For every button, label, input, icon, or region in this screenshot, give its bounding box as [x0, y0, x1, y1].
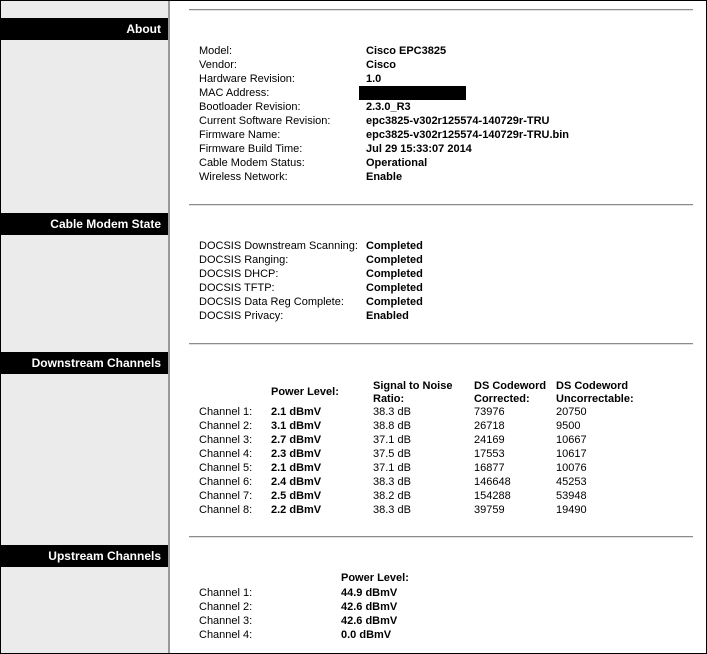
about-label: Firmware Build Time: [199, 143, 303, 155]
section-rule [189, 9, 693, 11]
about-label: Cable Modem Status: [199, 157, 305, 169]
about-value: Enable [366, 171, 403, 183]
channel-label: Channel 2: [199, 601, 253, 613]
power-level: 2.4 dBmV [271, 476, 322, 488]
corrected-value: 154288 [474, 490, 511, 502]
power-level: 3.1 dBmV [271, 420, 322, 432]
corrected-value: 26718 [474, 420, 505, 432]
power-level: 2.5 dBmV [271, 490, 322, 502]
about-value: Cisco EPC3825 [366, 45, 447, 57]
uncorrectable-value: 53948 [556, 490, 587, 502]
channel-label: Channel 8: [199, 504, 253, 516]
about-value: epc3825-v302r125574-140729r-TRU [366, 115, 550, 127]
channel-label: Channel 6: [199, 476, 253, 488]
snr-value: 38.3 dB [373, 476, 411, 488]
about-value: 1.0 [366, 73, 382, 85]
power-level: 2.3 dBmV [271, 448, 322, 460]
section-tab-downstream: Downstream Channels [0, 352, 168, 374]
section-rule [189, 204, 693, 206]
corrected-value: 24169 [474, 434, 505, 446]
uncorrectable-value: 10667 [556, 434, 587, 446]
channel-label: Channel 7: [199, 490, 253, 502]
about-value: 2.3.0_R3 [366, 101, 411, 113]
about-label: Bootloader Revision: [199, 101, 301, 113]
power-level: 2.1 dBmV [271, 406, 322, 418]
downstream-header-uncorrectable: Uncorrectable: [556, 393, 634, 405]
section-tab-upstream: Upstream Channels [0, 545, 168, 567]
state-value: Completed [366, 254, 423, 266]
power-level: 2.2 dBmV [271, 504, 322, 516]
downstream-header-power: Power Level: [271, 386, 339, 398]
channel-label: Channel 3: [199, 615, 253, 627]
about-label: Model: [199, 45, 233, 57]
state-label: DOCSIS TFTP: [199, 282, 275, 294]
section-rule [189, 536, 693, 538]
uncorrectable-value: 45253 [556, 476, 587, 488]
about-label: Hardware Revision: [199, 73, 295, 85]
state-value: Enabled [366, 310, 409, 322]
corrected-value: 16877 [474, 462, 505, 474]
about-label: Wireless Network: [199, 171, 288, 183]
snr-value: 37.5 dB [373, 448, 411, 460]
channel-label: Channel 1: [199, 587, 253, 599]
channel-label: Channel 1: [199, 406, 253, 418]
snr-value: 38.8 dB [373, 420, 411, 432]
upstream-header-power: Power Level: [341, 572, 409, 584]
corrected-value: 146648 [474, 476, 511, 488]
power-level: 44.9 dBmV [341, 587, 398, 599]
corrected-value: 73976 [474, 406, 505, 418]
downstream-header-snr: Ratio: [373, 393, 405, 405]
about-value: epc3825-v302r125574-140729r-TRU.bin [366, 129, 570, 141]
channel-label: Channel 4: [199, 629, 253, 641]
uncorrectable-value: 10076 [556, 462, 587, 474]
about-value: Operational [366, 157, 428, 169]
downstream-header-uncorrectable: DS Codeword [556, 380, 629, 392]
mac-address-redaction [359, 86, 466, 100]
snr-value: 37.1 dB [373, 462, 411, 474]
state-value: Completed [366, 296, 423, 308]
state-label: DOCSIS DHCP: [199, 268, 279, 280]
about-value: Jul 29 15:33:07 2014 [366, 143, 472, 155]
uncorrectable-value: 9500 [556, 420, 581, 432]
uncorrectable-value: 20750 [556, 406, 587, 418]
power-level: 2.1 dBmV [271, 462, 322, 474]
state-label: DOCSIS Data Reg Complete: [199, 296, 344, 308]
power-level: 42.6 dBmV [341, 601, 398, 613]
snr-value: 38.3 dB [373, 504, 411, 516]
snr-value: 38.3 dB [373, 406, 411, 418]
state-label: DOCSIS Privacy: [199, 310, 284, 322]
state-label: DOCSIS Downstream Scanning: [199, 240, 358, 252]
downstream-header-corrected: DS Codeword [474, 380, 547, 392]
about-label: Current Software Revision: [199, 115, 331, 127]
about-label: MAC Address: [199, 87, 270, 99]
state-value: Completed [366, 282, 423, 294]
section-rule [189, 343, 693, 345]
power-level: 2.7 dBmV [271, 434, 322, 446]
state-label: DOCSIS Ranging: [199, 254, 289, 266]
channel-label: Channel 4: [199, 448, 253, 460]
channel-label: Channel 3: [199, 434, 253, 446]
about-label: Firmware Name: [199, 129, 281, 141]
section-tab-about: About [0, 18, 168, 40]
uncorrectable-value: 19490 [556, 504, 587, 516]
snr-value: 38.2 dB [373, 490, 411, 502]
downstream-header-corrected: Corrected: [474, 393, 530, 405]
power-level: 42.6 dBmV [341, 615, 398, 627]
power-level: 0.0 dBmV [341, 629, 392, 641]
corrected-value: 17553 [474, 448, 505, 460]
uncorrectable-value: 10617 [556, 448, 587, 460]
state-value: Completed [366, 240, 423, 252]
snr-value: 37.1 dB [373, 434, 411, 446]
state-value: Completed [366, 268, 423, 280]
about-label: Vendor: [199, 59, 237, 71]
downstream-header-snr: Signal to Noise [373, 380, 453, 392]
channel-label: Channel 2: [199, 420, 253, 432]
about-value: Cisco [366, 59, 396, 71]
channel-label: Channel 5: [199, 462, 253, 474]
section-tab-cable-modem-state: Cable Modem State [0, 213, 168, 235]
corrected-value: 39759 [474, 504, 505, 516]
